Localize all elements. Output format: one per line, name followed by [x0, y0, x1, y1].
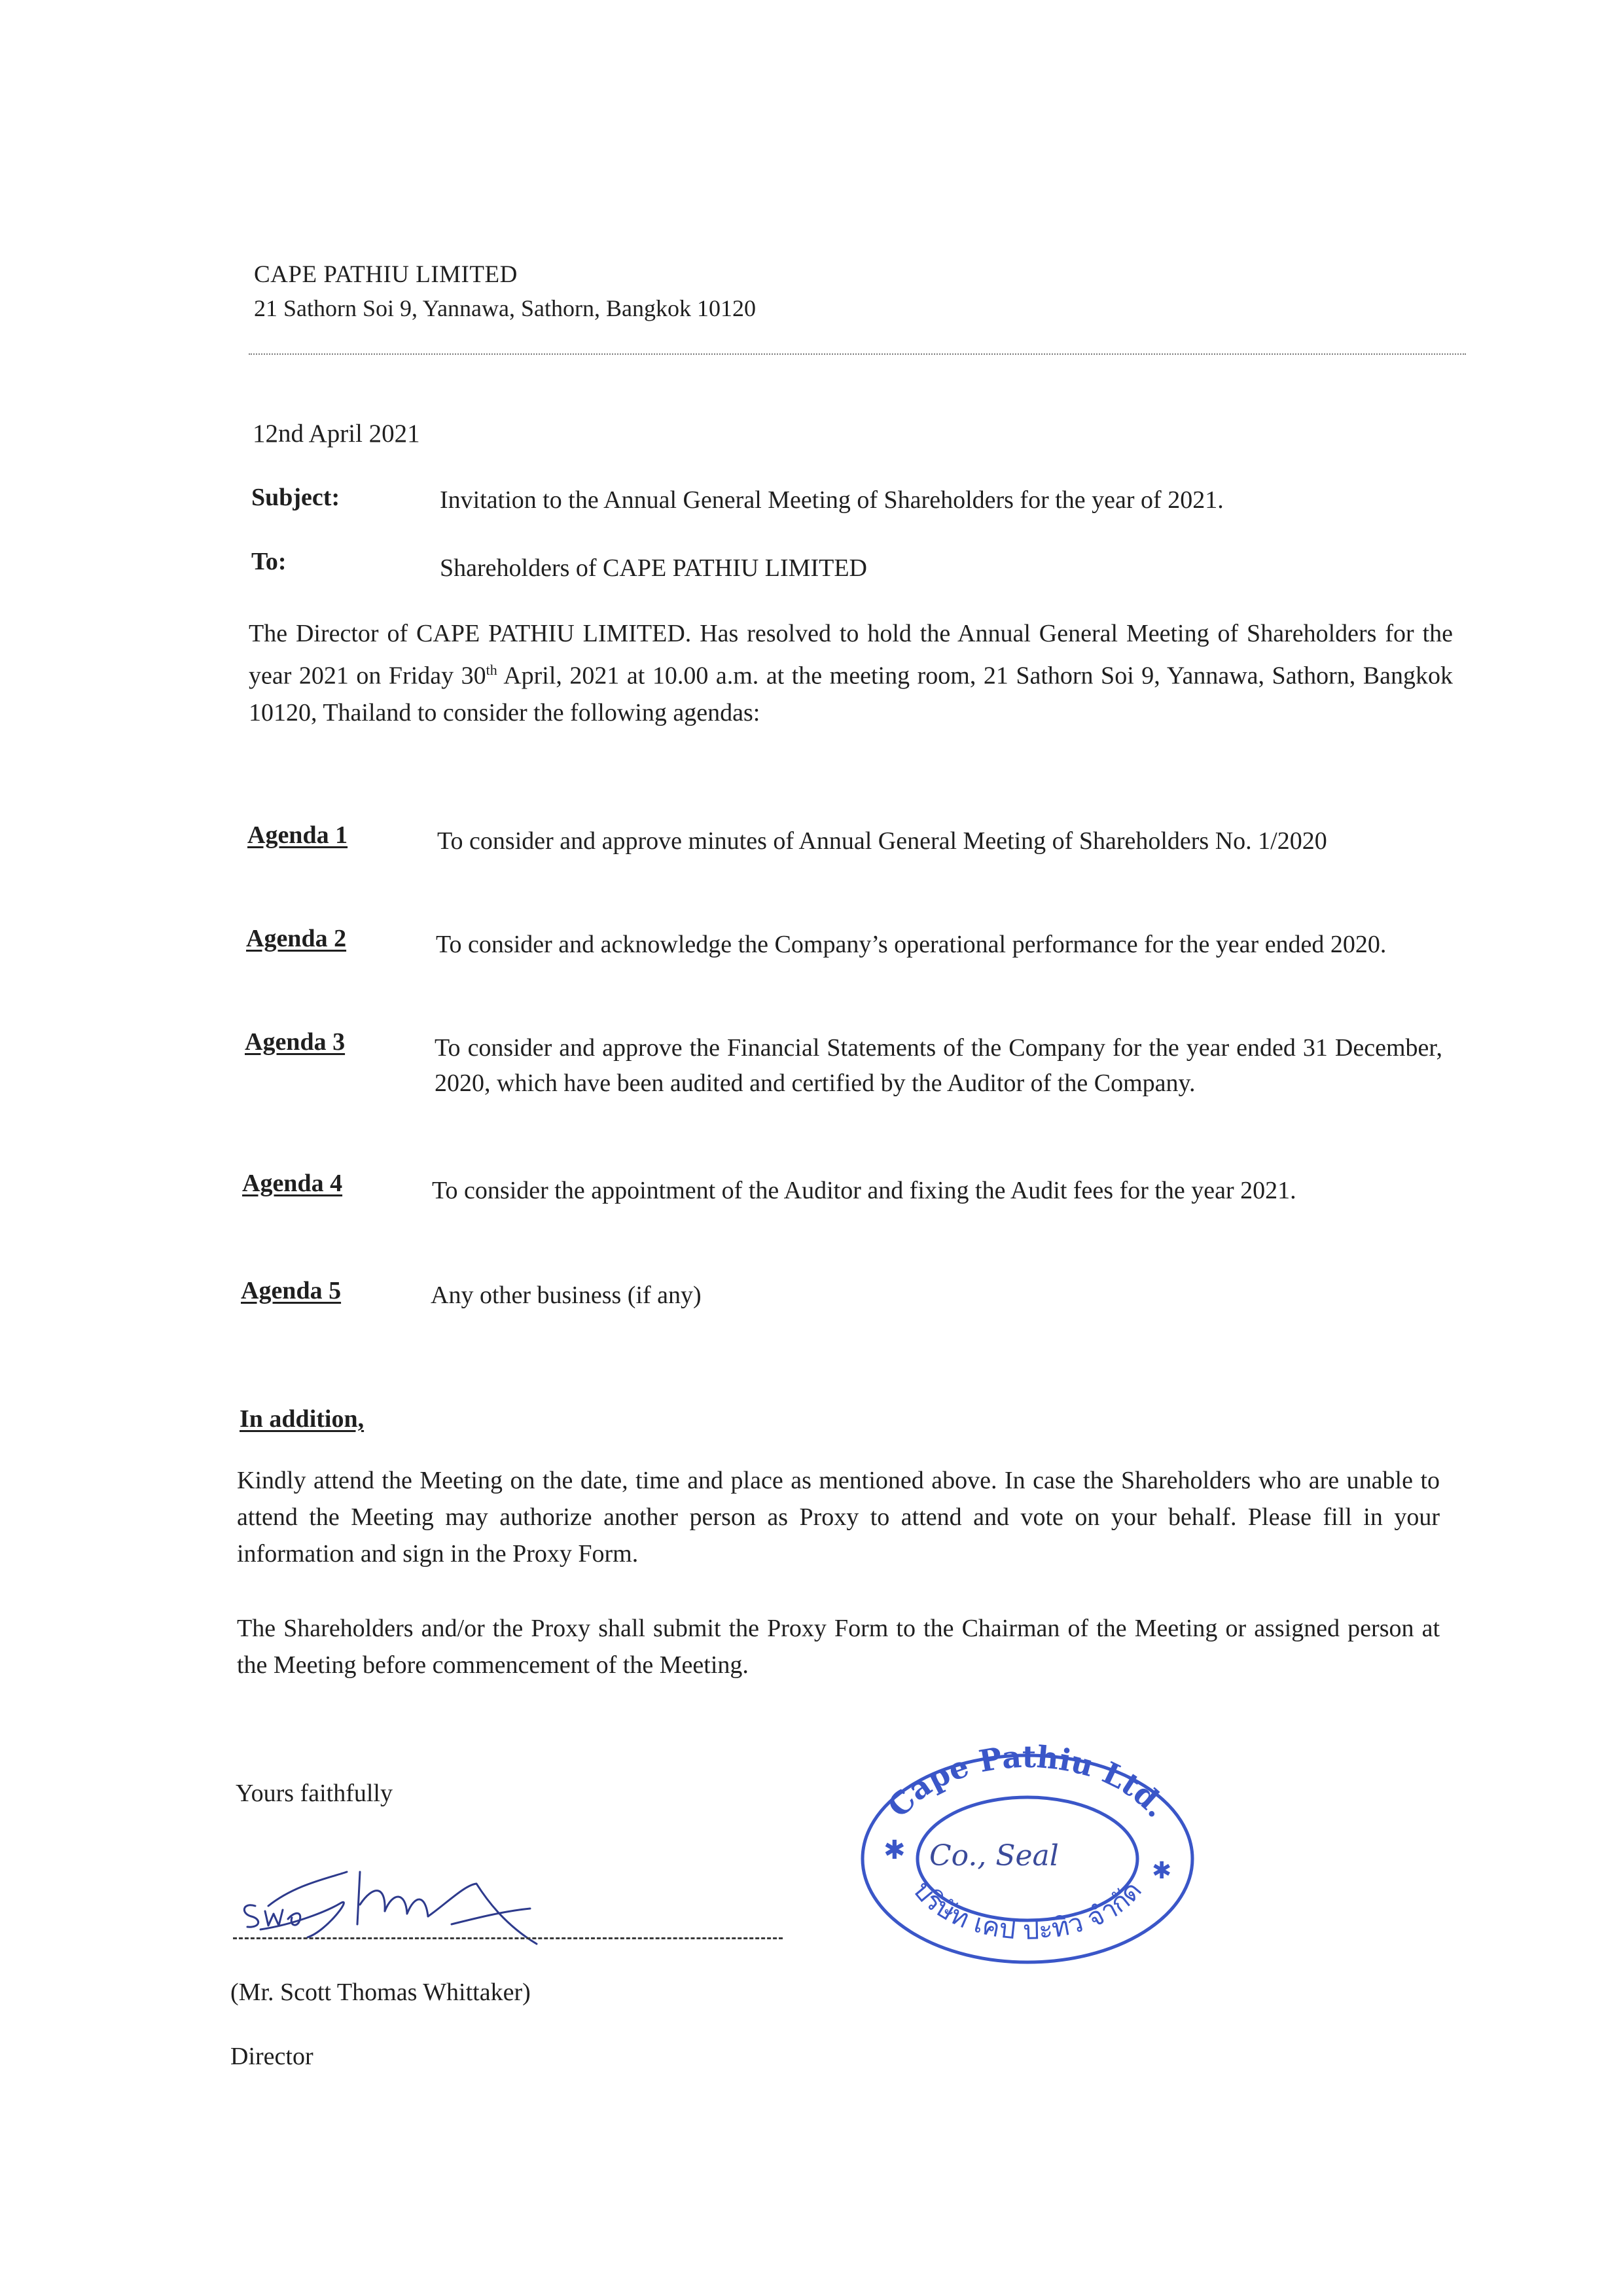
addition-paragraph-2: The Shareholders and/or the Proxy shall submit the Proxy Form to the Chairman of the Meeting or assigned person at the Meeting before commencement of the Meeting.	[237, 1615, 1440, 1679]
seal-top-text: Cape Pathiu Ltd.	[880, 1741, 1175, 1824]
company-seal	[844, 1741, 1211, 1977]
to-label: To:	[251, 548, 287, 575]
intro-text-b: April, 2021 at 10.00 a.m. at the meeting room, 21 Sathorn Soi 9, Yannawa, Sathorn, Bangkok 10120, Thailand to consider the following agendas:	[249, 662, 1453, 726]
seal-star-right-icon: ✱	[1152, 1857, 1172, 1884]
seal-bottom-text: บริษัท เคป ปะทิว จำกัด	[907, 1875, 1148, 1946]
letterhead-divider	[249, 353, 1466, 355]
agenda-text: To consider and approve the Financial Statements of the Company for the year ended 31 December, 2020, which have been audited and certified by the Auditor of the Company.	[435, 1034, 1442, 1097]
agenda-text: To consider and acknowledge the Company’s operational performance for the year ended 2020.	[436, 931, 1387, 958]
handwritten-signature	[229, 1846, 569, 1957]
closing-salutation: Yours faithfully	[236, 1780, 393, 1807]
seal-middle-text: Co., Seal	[929, 1839, 1059, 1873]
agenda-label: Agenda 2	[246, 925, 347, 952]
intro-paragraph	[249, 615, 1453, 731]
letterhead-address: 21 Sathorn Soi 9, Yannawa, Sathorn, Bangkok 10120	[254, 295, 756, 321]
seal-star-left-icon: ✱	[883, 1835, 906, 1865]
agenda-text: To consider the appointment of the Auditor and fixing the Audit fees for the year 2021.	[432, 1177, 1296, 1204]
signatory-title: Director	[230, 2043, 313, 2070]
agenda-label: Agenda 1	[247, 821, 348, 849]
subject-text: Invitation to the Annual General Meeting of Shareholders for the year of 2021.	[440, 486, 1224, 514]
intro-superscript: th	[486, 662, 497, 678]
intro-text-a: The Director of CAPE PATHIU LIMITED. Has resolved to hold the Annual General Meeting of Shareholders for the year 2021 on Friday 30	[249, 620, 1453, 690]
letterhead-company: CAPE PATHIU LIMITED	[254, 261, 518, 288]
addition-paragraph-1: Kindly attend the Meeting on the date, time and place as mentioned above. In case the Shareholders who are unable to attend the Meeting may authorize another person as Proxy to attend and vote on your behalf. Please fill in your information and sign in the Proxy Form.	[237, 1467, 1440, 1568]
signature-line	[233, 1937, 783, 1939]
subject-label: Subject:	[251, 484, 340, 511]
agenda-text: Any other business (if any)	[431, 1282, 702, 1309]
letter-date: 12nd April 2021	[253, 420, 420, 448]
agenda-label: Agenda 3	[245, 1028, 346, 1056]
agenda-label: Agenda 4	[242, 1170, 343, 1197]
agenda-label: Agenda 5	[241, 1277, 342, 1304]
signatory-name: (Mr. Scott Thomas Whittaker)	[230, 1979, 531, 2006]
in-addition-heading: In addition,	[240, 1405, 365, 1433]
agenda-text: To consider and approve minutes of Annual General Meeting of Shareholders No. 1/2020	[437, 827, 1327, 855]
to-text: Shareholders of CAPE PATHIU LIMITED	[440, 554, 867, 582]
